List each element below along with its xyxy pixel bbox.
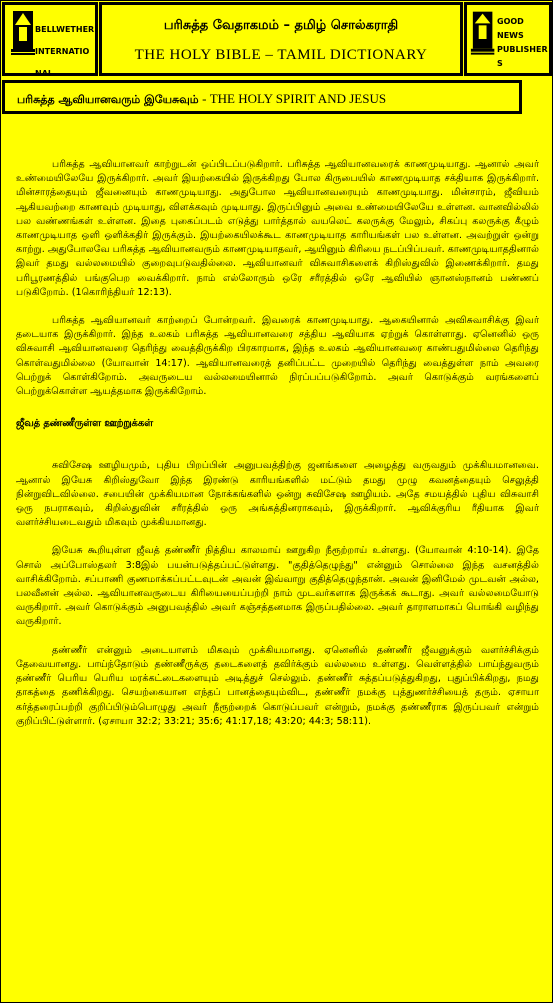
title-box (99, 2, 463, 76)
paragraph-3: சுவிசேஷ ஊழியமும், புதிய பிறப்பின் அனுபவத்திற்கு ஜனங்களை அழைத்து வருவதும் முக்கியமானவை. ஆனால் இயேசு கிறிஸ்துவோ இந்த இரண்டு காரியங்களில் மட்டும் தமது முழு கவனத்தையும் செலுத்தி நின்றுவிடவில்லை. சபையின் முக்கியமான நோக்கங்களில் ஒன்று சுவிசேஷ ஊழியம். அதே சமயத்தில் புதிய விசுவாசி ஒரு நபராகவும், கிறிஸ்துவின் சரீரத்தில் ஒரு அங்கத்தினராகவும், இருக்கிறார். ஆவிக்குரிய ரீதியாக இவர் வளர்ச்சியடைவதும் மிகவும் முக்கியமானது. (16, 460, 539, 529)
good-news-logo-text: GOOD NEWS PUBLISHERS (497, 17, 548, 68)
section-title-tamil: பரிசுத்த ஆவியானவரும் இயேசுவும் (17, 93, 199, 106)
paragraph-2: பரிசுத்த ஆவியானவர் காற்றைப் போன்றவர். இவரைக் காணமுடியாது. ஆகையினால் அவிசுவாசிக்கு இவர் தடையாக இருக்கிறார். இந்த உலகம் பரிசுத்த ஆவியானவரை சத்திய ஆவியாக ஏற்றுக் கொள்ளாது. ஏனெனில் ஒரு விசுவாசி ஆவியானவரை தெரிந்து வைத்திருக்கிற பிரகாரமாக, இந்த உலகம் ஆவியானவரை காண்பதுமில்லை தெரிந்து கொள்வதுமில்லை (யோவான் 14:17). ஆவியானவரைத் தனிப்பட்ட முறையில் தெரிந்து வைத்துள்ள நாம் அவரை பெற்றுக் கொள்கிறோம். அவருடைய வல்லமையினால் நிரப்பப்படுகிறோம். அவர் கொடுக்கும் வரங்களைப் பெற்றுக்கொள்ள ஆயத்தமாக இருக்கிறோம். (16, 315, 540, 398)
paragraph-1: பரிசுத்த ஆவியானவர் காற்றுடன் ஒப்பிடப்படுகிறார். பரிசுத்த ஆவியானவரைக் காணமுடியாது. ஆனால் அவர் உண்மையிலேயே இருக்கிறார். அவர் இயற்கையில் இருக்கிறது போல கிருபையில் காணமுடியாத சக்தியாக இருக்கிறார். மின்சாரத்தையும் ஜீவனையும் காணமுடியாது. அதுபோல ஆவியானவரையும் காணமுடியாது. மின்சாரம், ஜீவியம் ஆகியவற்றை காணவும் முடியாது, விளக்கவும் முடியாது. இருப்பினும் அவை உண்மையிலேயே உள்ளன. வானவில்லில் பல வண்ணங்கள் உள்ளன. இதை புகைப்படம் எடுத்து பார்த்தால் வயலெட் கலருக்கு மேலும், சிகப்பு கலருக்கு கீழும் காணமுடியாத ஒளி ஒளிக்கதிர் இருக்கும். இயற்கையிலக்கூட காணமுடியாத காரியங்கள் பல உள்ளன. அவற்றுள் ஒன்று காற்று. அதுபோலவே பரிசுத்த ஆவியானவரும் காணமுடியாதவர், ஆயினும் கிரியை நடப்பிப்பவர். காணமுடியாததினால் இவர் தமது வல்லமையில் குறைவுபடுவதில்லை. ஆவியானவர் விசுவாசிகளைக் கிறிஸ்துவில் இணைக்கிறார். தமது பரிபூரணத்தில் பங்குபெற வைக்கிறார். நாம் எல்லோரும் ஒரே சரீரத்தில் ஒரே ஆவியில் ஞானஸ்நானம் பண்ணப் படுகிறோம். (1கொரிந்தியர் 12:13). (16, 159, 539, 298)
paragraph-5: தண்ணீர் என்னும் அடையாளம் மிகவும் முக்கியமானது. ஏனெனில் தண்ணீர் ஜீவனுக்கும் வளர்ச்சிக்கும் தேவையானது. பாய்ந்தோடும் தண்ணீருக்கு தடைகளைத் தவிர்க்கும் வல்லமை உள்ளது. வெள்ளத்தில் பாய்ந்துவரும் தண்ணீர் பெரிய பெரிய மரக்கட்டைகளையும் அடித்துச் செல்லும். தண்ணீர் சுத்தப்படுத்துகிறது, புதுப்பிக்கிறது, நமது தாகத்தை தணிக்கிறது. செயற்கையான எந்தப் பானத்தையும்விட, தண்ணீர் நமக்கு புத்துணர்ச்சியைத் தரும். ஏசாயா கர்த்தரைப்பற்றி குறிப்பிடும்பொழுது அவர் நீரூற்றைக் கொடுப்பவர் என்றும், நமக்கு தண்ணீராக இருப்பவர் என்றும் குறிப்பிட்டுள்ளார். (ஏசாயா 32:2; 33:21; 35:6; 41:17,18; 43:20; 44:3; 58:11). (16, 644, 539, 727)
subheading: ஜீவத் தண்ணீருள்ள ஊற்றுக்கள் (16, 418, 153, 430)
paragraph-4: இயேசு கூறியுள்ள ஜீவத் தண்ணீர் நித்திய காலமாய் ஊறுகிற நீரூற்றாய் உள்ளது. (யோவான் 4:10-14). இதே சொல் அப்போஸ்தலர் 3:8இல் பயன்படுத்தப்பட்டுள்ளது. "குதித்தெழுந்து" என்னும் சொல்லை இந்த வசனத்தில் வாசிக்கிறோம். சப்பாணி குணமாக்கப்பட்டவுடன் அவன் இவ்வாறு குதித்தெழுந்தான். அவன் இனிமேல் முடவன் அல்ல, பலவீனன் அல்ல. ஆவியானவருடைய கிரியையைப்பற்றி நாம் முடவர்களாக இருக்கக் கூடாது. அவர் வல்லமையோடு வருகிறார். அவர் கொடுக்கும் அனுபவத்தில் அவர் கஞ்சத்தனமாக இருப்பதில்லை. அவர் தாராளமாகப் பொங்கி வழிந்து வருகிறார். (16, 545, 539, 628)
page-title-english: THE HOLY BIBLE – TAMIL DICTIONARY (134, 47, 428, 63)
section-header (2, 80, 522, 114)
section-title-english: - THE HOLY SPIRIT AND JESUS (202, 91, 387, 106)
good-news-logo (464, 2, 552, 76)
article-body (16, 158, 539, 743)
section-title (17, 91, 386, 108)
bellwether-logo (2, 2, 98, 76)
page-title-tamil: பரிசுத்த வேதாகமம் – தமிழ் சொல்கராதி (163, 18, 399, 33)
bellwether-logo-text: BELLWETHER INTERNATIONAL (35, 25, 95, 78)
